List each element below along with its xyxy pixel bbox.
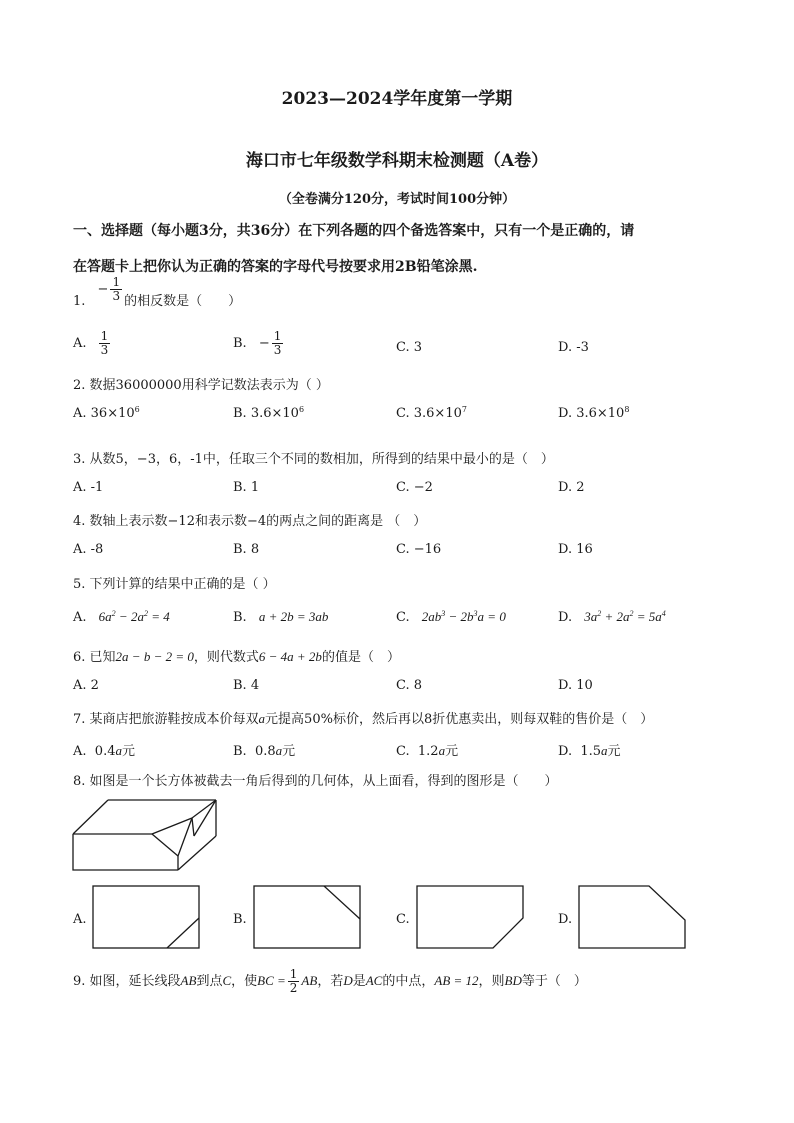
question-9: 9. 如图，延长线段AB到点C，使BC = $\frac{1}{2}$ AB，若D是AC的中点，AB = 12，则BD等于（ ）: [73, 967, 587, 995]
q2-option-a: A. $36\times 10^6$: [73, 405, 140, 421]
q2-option-c: C. $3.6\times 10^7$: [396, 405, 467, 421]
q8-option-a-figure: [92, 885, 202, 951]
q6-option-c: C. 8: [396, 678, 423, 693]
q8-option-d-figure: [578, 885, 688, 951]
question-6: 6. 已知2a − b − 2 = 0，则代数式6 − 4a + 2b的值是（ ）: [73, 649, 400, 665]
q8-option-a-label: A.: [73, 912, 87, 927]
q7-option-a: A. 0.4a元: [73, 743, 135, 759]
section-instructions-line1: 一、选择题（每小题3分，共36分）在下列各题的四个备选答案中，只有一个是正确的，请: [73, 223, 635, 239]
q2-option-d: D. $3.6\times 10^8$: [558, 405, 630, 421]
q6-option-d: D. 10: [558, 678, 593, 693]
q6-option-b: B. 4: [233, 678, 260, 693]
q4-option-a: A. -8: [73, 542, 104, 557]
q3-option-a: A. -1: [73, 480, 104, 495]
q8-option-c-figure: [416, 885, 526, 951]
question-4: 4. 数轴上表示数−12和表示数−4的两点之间的距离是 （ ）: [73, 514, 427, 529]
question-3: 3. 从数5，−3，6，-1中，任取三个不同的数相加，所得到的结果中最小的是（ ）: [73, 452, 554, 467]
q5-option-a: A. $6a^2 - 2a^2 = 4$: [73, 609, 170, 625]
q5-option-c: C. $2ab^3 - 2b^3a = 0$: [396, 609, 506, 625]
q8-option-d-label: D.: [558, 912, 573, 927]
q1-number: 1.: [73, 294, 86, 309]
q8-option-b-label: B.: [233, 912, 247, 927]
exam-title: 海口市七年级数学科期末检测题（A卷）: [245, 151, 549, 171]
question-8: 8. 如图是一个长方体被截去一角后得到的几何体，从上面看，得到的图形是（ ）: [73, 774, 558, 789]
question-2: 2. 数据36000000用科学记数法表示为（ ）: [73, 378, 329, 393]
q6-option-a: A. 2: [73, 678, 99, 693]
question-5: 5. 下列计算的结果中正确的是（ ）: [73, 577, 276, 592]
q4-option-b: B. 8: [233, 542, 260, 557]
q1-option-c: C. 3: [396, 340, 423, 355]
exam-term-title: 2023—2024学年度第一学期: [281, 89, 513, 109]
q1-text: 的相反数是（ ）: [124, 294, 242, 309]
question-7: 7. 某商店把旅游鞋按成本价每双a元提高50%标价，然后再以8折优惠卖出，则每双鞋的售价是（ ）: [73, 711, 654, 727]
q7-option-c: C. 1.2a元: [396, 743, 459, 759]
q5-option-b: B. a + 2b = 3ab: [233, 609, 329, 625]
q7-option-b: B. 0.8a元: [233, 743, 296, 759]
q1-minus: −: [97, 282, 109, 297]
q7-option-d: D. 1.5a元: [558, 743, 621, 759]
q8-option-c-label: C.: [396, 912, 410, 927]
q4-option-c: C. −16: [396, 542, 442, 557]
exam-note: （全卷满分120分，考试时间100分钟）: [278, 192, 516, 207]
q8-cut-cuboid-figure: [70, 796, 222, 874]
section-instructions-line2: 在答题卡上把你认为正确的答案的字母代号按要求用2B铅笔涂黑.: [73, 259, 478, 275]
q5-option-d: D. $3a^2 + 2a^2 = 5a^4$: [558, 609, 666, 625]
q1-fraction: $\frac{1}{3}$: [112, 275, 121, 303]
q2-option-b: B. $3.6\times 10^6$: [233, 405, 305, 421]
q8-option-b-figure: [253, 885, 363, 951]
q4-option-d: D. 16: [558, 542, 593, 557]
q3-option-d: D. 2: [558, 480, 585, 495]
q3-option-c: C. −2: [396, 480, 433, 495]
question-1: [73, 275, 242, 315]
q1-option-d: D. -3: [558, 340, 589, 355]
q1-option-b: B. − $\frac{1}{3}$: [233, 329, 282, 357]
q1-option-a: A. $\frac{1}{3}$: [73, 329, 109, 357]
q3-option-b: B. 1: [233, 480, 260, 495]
